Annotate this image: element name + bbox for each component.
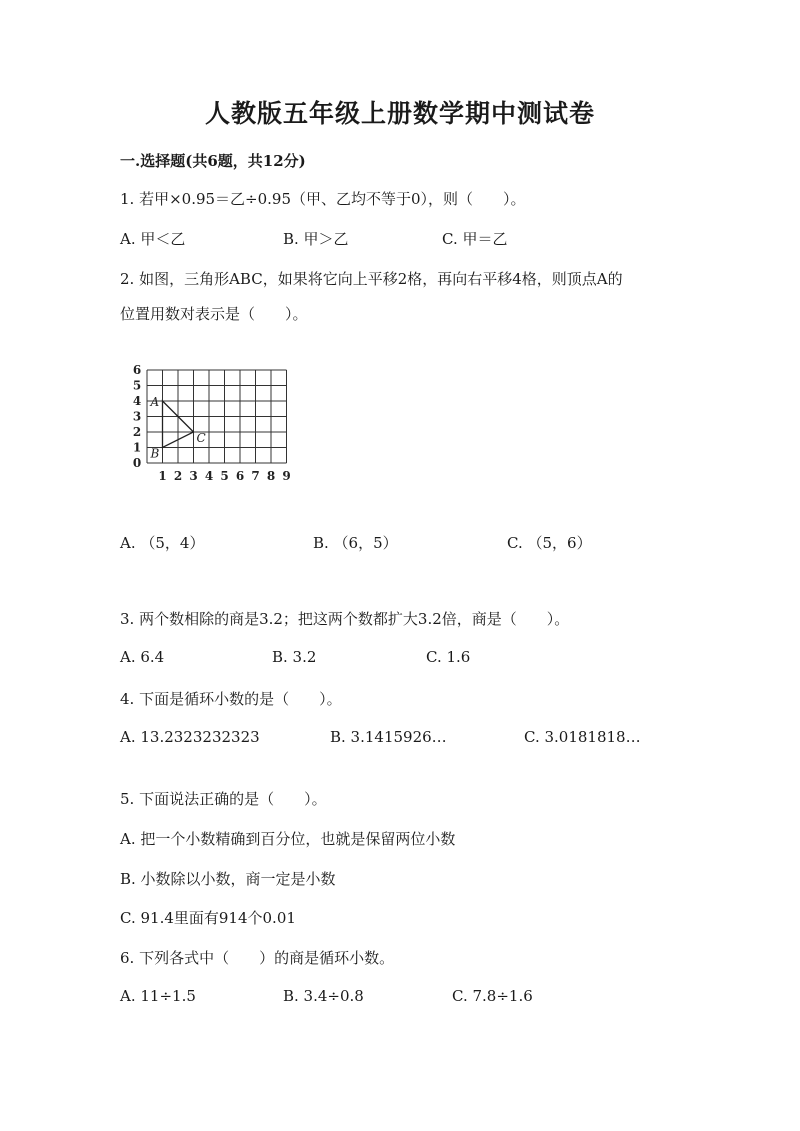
y-tick-label: 4 — [132, 394, 142, 408]
y-tick-label: 6 — [132, 363, 142, 377]
question-5-option-a[interactable]: A. 把一个小数精确到百分位，也就是保留两位小数 — [120, 830, 456, 848]
question-4-option-b[interactable]: B. 3.1415926… — [330, 728, 447, 746]
question-5-option-c[interactable]: C. 91.4里面有914个0.01 — [120, 909, 296, 927]
question-4-stem: 4. 下面是循环小数的是（ ）。 — [120, 690, 342, 708]
question-3-option-a[interactable]: A. 6.4 — [120, 648, 165, 666]
question-1-option-c[interactable]: C. 甲＝乙 — [442, 230, 508, 248]
question-3-option-b[interactable]: B. 3.2 — [272, 648, 317, 666]
question-1-option-b[interactable]: B. 甲＞乙 — [283, 230, 349, 248]
question-2-option-b[interactable]: B. （6，5） — [313, 534, 398, 552]
y-tick-label: 2 — [132, 425, 142, 439]
question-6-option-b[interactable]: B. 3.4÷0.8 — [283, 987, 364, 1005]
question-6-option-a[interactable]: A. 11÷1.5 — [120, 987, 196, 1005]
page-title: 人教版五年级上册数学期中测试卷 — [204, 99, 595, 128]
x-tick-label: 9 — [282, 469, 291, 483]
coordinate-grid-figure — [125, 360, 305, 490]
x-tick-label: 6 — [235, 469, 245, 483]
question-2-stem-line-1: 2. 如图，三角形ABC，如果将它向上平移2格，再向右平移4格，则顶点A的 — [120, 270, 623, 288]
question-3-option-c[interactable]: C. 1.6 — [426, 648, 471, 666]
x-tick-label: 7 — [251, 469, 260, 483]
y-axis-tick-labels — [133, 363, 141, 470]
question-2-stem-line-2: 位置用数对表示是（ ）。 — [120, 305, 308, 323]
question-2-option-c[interactable]: C. （5，6） — [507, 534, 592, 552]
x-tick-label: 4 — [204, 469, 214, 483]
y-tick-label: 5 — [132, 378, 142, 393]
y-tick-label: 0 — [132, 456, 142, 470]
vertex-b-label: B — [150, 446, 160, 461]
x-axis-tick-labels — [158, 469, 290, 483]
x-tick-label: 1 — [158, 469, 167, 483]
question-5-option-b[interactable]: B. 小数除以小数，商一定是小数 — [120, 870, 336, 888]
question-1-option-a[interactable]: A. 甲＜乙 — [120, 230, 186, 248]
x-tick-label: 5 — [220, 469, 229, 483]
x-tick-label: 8 — [266, 469, 276, 483]
section-heading: 一.选择题(共6题，共12分) — [120, 152, 306, 170]
question-2-option-a[interactable]: A. （5，4） — [120, 534, 205, 552]
question-5-stem: 5. 下面说法正确的是（ ）。 — [120, 790, 327, 808]
question-6-option-c[interactable]: C. 7.8÷1.6 — [452, 987, 533, 1005]
question-6-stem: 6. 下列各式中（ ）的商是循环小数。 — [120, 949, 395, 967]
vertex-a-label: A — [150, 395, 160, 409]
question-4-option-c[interactable]: C. 3.0181818… — [524, 728, 641, 746]
grid-lines — [147, 370, 287, 463]
y-tick-label: 1 — [132, 440, 142, 455]
y-tick-label: 3 — [132, 409, 142, 424]
question-4-option-a[interactable]: A. 13.2323232323 — [120, 728, 260, 746]
question-3-stem: 3. 两个数相除的商是3.2；把这两个数都扩大3.2倍，商是（ ）。 — [120, 610, 570, 628]
x-tick-label: 3 — [189, 469, 198, 483]
question-1-stem: 1. 若甲×0.95＝乙÷0.95（甲、乙均不等于0），则（ ）。 — [120, 190, 526, 208]
vertex-c-label: C — [196, 431, 206, 445]
x-tick-label: 2 — [173, 469, 183, 483]
